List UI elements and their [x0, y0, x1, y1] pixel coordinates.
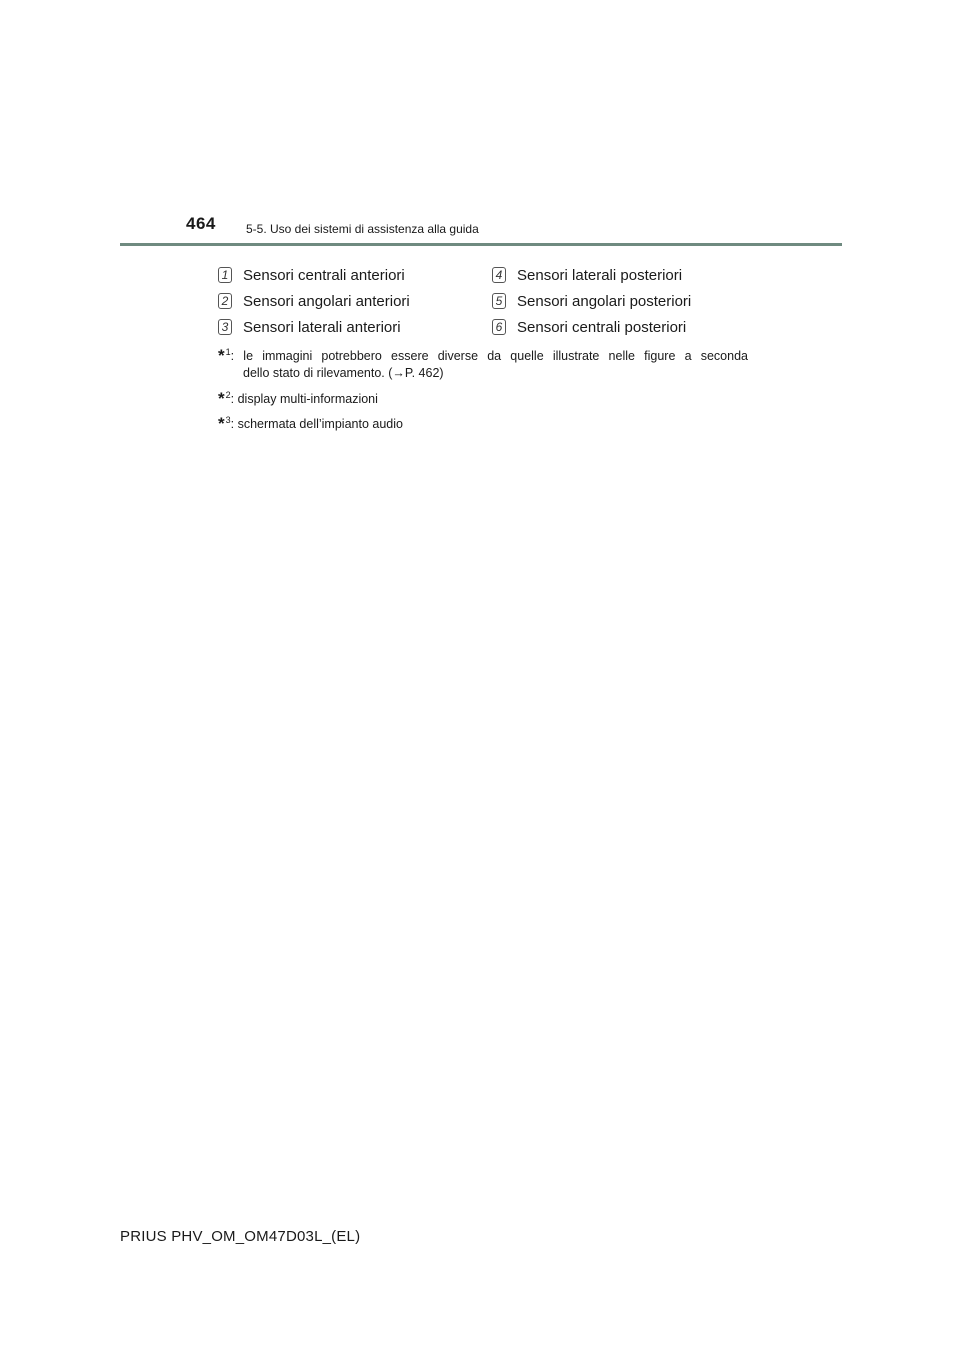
legend-item	[218, 291, 410, 311]
section-title: 5-5. Uso dei sistemi di assistenza alla guida	[246, 222, 479, 236]
legend-label: Sensori angolari posteriori	[517, 292, 692, 310]
document-code: PRIUS PHV_OM_OM47D03L_(EL)	[120, 1228, 361, 1245]
legend-label: Sensori centrali posteriori	[517, 318, 687, 336]
legend-label: Sensori centrali anteriori	[243, 266, 405, 284]
legend-label: Sensori laterali anteriori	[243, 318, 401, 336]
footnote-first-line	[218, 344, 748, 365]
legend-item	[492, 317, 686, 337]
footnote-index: 3	[225, 415, 231, 425]
footnote	[218, 387, 748, 408]
footnote-text: : le immagini potrebbero essere diverse da quelle illustrate nelle figure a seconda	[230, 349, 748, 363]
footnote-text: : display multi-informazioni	[230, 392, 378, 406]
legend-item	[492, 265, 682, 285]
footnote-continuation: dello stato di rilevamento. (→P. 462)	[243, 366, 444, 380]
footnote-index: 2	[225, 390, 231, 400]
footnote-text: : schermata dell’impianto audio	[230, 417, 403, 431]
header-rule	[120, 243, 842, 246]
number-badge: 3	[218, 319, 232, 335]
legend-label: Sensori angolari anteriori	[243, 292, 410, 310]
number-badge: 2	[218, 293, 232, 309]
legend-item	[492, 291, 691, 311]
number-badge: 6	[492, 319, 506, 335]
footnote-marker: *	[218, 346, 225, 365]
page-number: 464	[186, 214, 216, 233]
legend-label: Sensori laterali posteriori	[517, 266, 683, 284]
footnote-index: 1	[225, 347, 231, 357]
number-badge: 5	[492, 293, 506, 309]
footnote-marker: *	[218, 414, 225, 433]
footnote-marker: *	[218, 389, 225, 408]
number-badge: 1	[218, 267, 232, 283]
legend-item	[218, 317, 401, 337]
footnote	[218, 412, 748, 433]
legend-item	[218, 265, 405, 285]
number-badge: 4	[492, 267, 506, 283]
footnote	[218, 344, 748, 382]
